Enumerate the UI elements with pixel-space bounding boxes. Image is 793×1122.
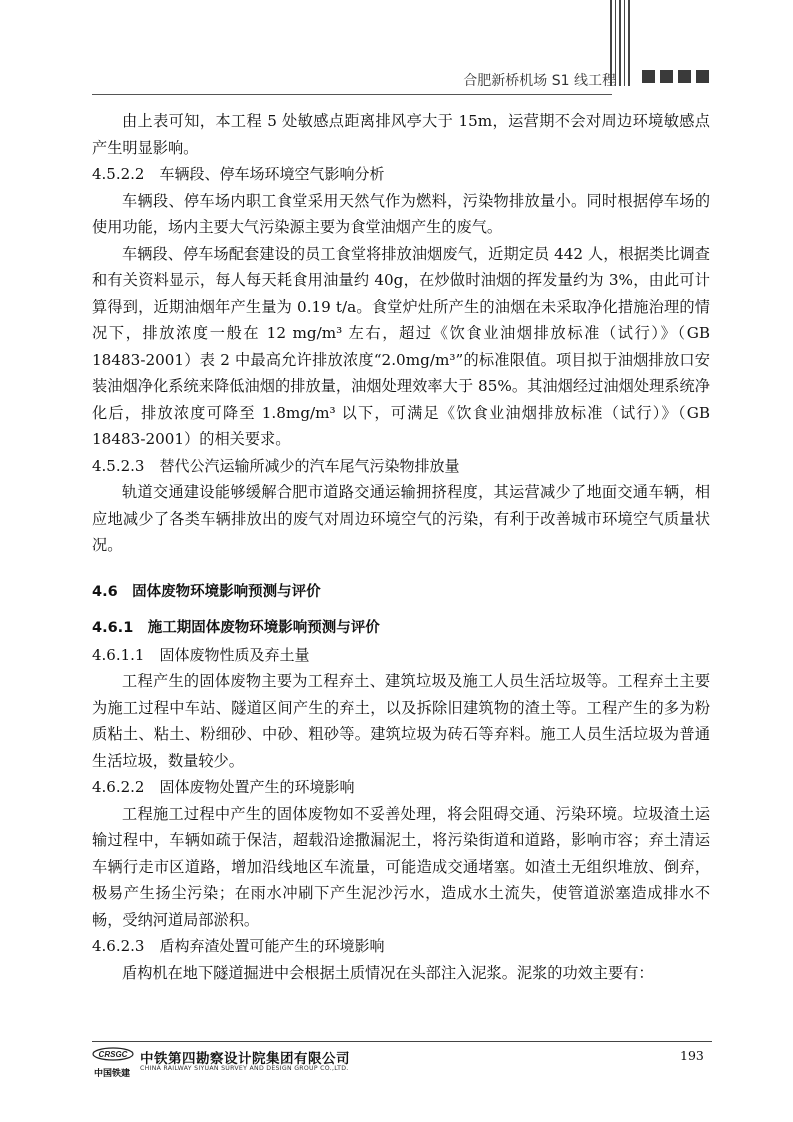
subsection-heading-4-5-2-3: 4.5.2.3 替代公汽运输所减少的汽车尾气污染物排放量: [92, 456, 460, 475]
page-body: [92, 108, 710, 986]
company-name-en: CHINA RAILWAY SIYUAN SURVEY AND DESIGN GROUP CO.,LTD.: [140, 1065, 349, 1072]
paragraph: 车辆段、停车场内职工食堂采用天然气作为燃料，污染物排放量小。同时根据停车场的使用功能，场内主要大气污染源主要为食堂油烟产生的废气。: [92, 191, 710, 236]
logo-text: CRSGC: [98, 1050, 128, 1059]
paragraph: 由上表可知，本工程 5 处敏感点距离排风亭大于 15m，运营期不会对周边环境敏感点产生明显影响。: [92, 112, 710, 157]
section-heading-4-6: 4.6 固体废物环境影响预测与评价: [92, 583, 321, 600]
section-heading-4-6-1: 4.6.1 施工期固体废物环境影响预测与评价: [92, 620, 380, 636]
header-decor-blocks: [642, 70, 709, 83]
paragraph: 轨道交通建设能够缓解合肥市道路交通运输拥挤程度，其运营减少了地面交通车辆，相应地减少了各类车辆排放出的废气对周边环境空气的污染，有利于改善城市环境空气质量状况。: [92, 483, 710, 554]
paragraph: 车辆段、停车场配套建设的员工食堂将排放油烟废气，近期定员 442 人，根据类比调查和有关资料显示，每人每天耗食用油量约 40g，在炒做时油烟的挥发量约为 3%，由此可计算得到，近期油烟年产生量为 0.19 t/a。食堂炉灶所产生的油烟在未采取净化措施治理的情况下，排放浓度一般在 12 mg/m³ 左右，超过《饮食业油烟排放标准（试行）》（GB 18483-2001）表 2 中最高允许排放浓度“2.0mg/m³”的标准限值。项目拟于油烟排放口安装油烟净化系统来降低油烟的排放量，油烟处理效率大于 85%。其油烟经过油烟处理系统净化后，排放浓度可降至 1.8mg/m³ 以下，可满足《饮食业油烟排放标准（试行）》（GB 18483-2001）的相关要求。: [92, 244, 710, 448]
company-name-cn: 中铁第四勘察设计院集团有限公司: [140, 1051, 350, 1067]
running-header-title: 合肥新桥机场 S1 线工程: [463, 73, 616, 89]
paragraph: 盾构机在地下隧道掘进中会根据土质情况在头部注入泥浆。泥浆的功效主要有：: [122, 963, 654, 982]
paragraph: 工程产生的固体废物主要为工程弃土、建筑垃圾及施工人员生活垃圾等。工程弃土主要为施工过程中车站、隧道区间产生的弃土，以及拆除旧建筑物的渣土等。工程产生的多为粉质粘土、粘土、粉细砂、中砂、粗砂等。建筑垃圾为砖石等弃料。施工人员生活垃圾为普通生活垃圾，数量较少。: [92, 672, 710, 770]
subsection-heading-4-6-1-1: 4.6.1.1 固体废物性质及弃土量: [92, 645, 310, 664]
subsection-heading-4-6-2-3: 4.6.2.3 盾构弃渣处置可能产生的环境影响: [92, 937, 385, 955]
subsection-heading-4-5-2-2: 4.5.2.2 车辆段、停车场环境空气影响分析: [92, 165, 385, 183]
header-rule: [92, 94, 612, 95]
logo-caption: 中国铁建: [94, 1069, 131, 1079]
company-logo: [92, 1047, 134, 1061]
footer-rule: [92, 1041, 712, 1042]
subsection-heading-4-6-2-2: 4.6.2.2 固体废物处置产生的环境影响: [92, 778, 355, 796]
paragraph: 工程施工过程中产生的固体废物如不妥善处理，将会阻碍交通、污染环境。垃圾渣土运输过程中，车辆如疏于保洁，超载沿途撒漏泥土，将污染街道和道路，影响市容；弃土清运车辆行走市区道路，增加沿线地区车流量，可能造成交通堵塞。如渣土无组织堆放、倒弃，极易产生扬尘污染；在雨水冲刷下产生泥沙污水，造成水土流失，使管道淤塞造成排水不畅，受纳河道局部淤积。: [92, 804, 710, 929]
page-number: 193: [680, 1048, 704, 1063]
